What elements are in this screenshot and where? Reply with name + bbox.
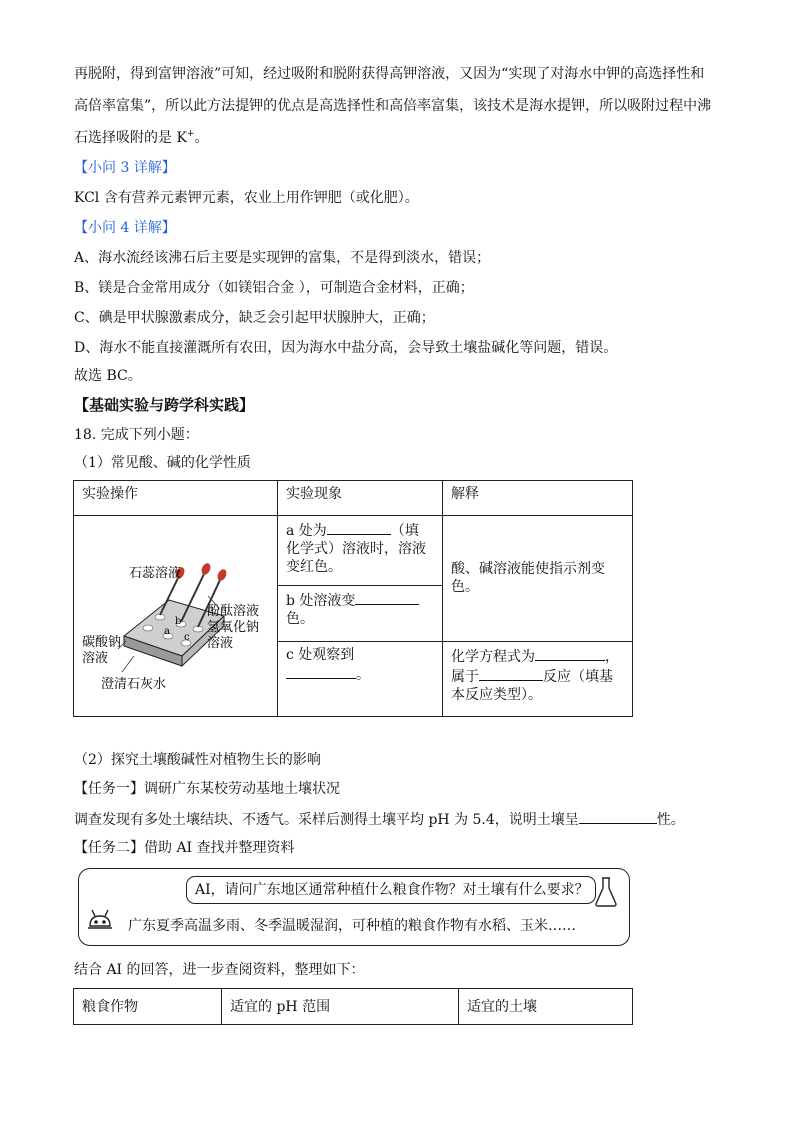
header-crop: 粮食作物 [74, 989, 222, 1025]
option-a-text: A、海水流经该沸石后主要是实现钾的富集，不是得到淡水，错误； [74, 250, 491, 266]
cell-b-phenomenon: b 处溶液变 色。 [278, 586, 443, 641]
header-explanation: 解释 [443, 481, 633, 516]
blank-a-formula[interactable] [327, 520, 391, 535]
label-limewater: 澄清石灰水 [101, 677, 167, 692]
text-line: 石选择吸附的是 K+。 [74, 129, 209, 146]
label-well-a: a [164, 626, 170, 637]
subquestion-3-heading: 【小问 3 详解】 [74, 160, 176, 176]
text-line: 高倍率富集”，所以此方法提钾的优点是高选择性和高倍率富集，该技术是海水提钾，所以吸附过程中沸 [74, 98, 712, 114]
label-na2co3-1: 碳酸钠 [82, 635, 122, 650]
blank-c-observation[interactable] [286, 664, 356, 679]
option-b-text: B、镁是合金常用成分（如镁铝合金 ），可制造合金材料，正确； [74, 280, 474, 296]
text-line: KCl 含有营养元素钾元素，农业上用作钾肥（或化肥）。 [74, 190, 419, 206]
combine-text: 结合 AI 的回答，进一步查阅资料，整理如下： [74, 962, 365, 978]
label-well-c: c [184, 632, 190, 643]
header-phenomenon: 实验现象 [278, 481, 443, 516]
spot-plate-figure [74, 516, 277, 716]
cell-a-phenomenon: a 处为 （填 化学式）溶液时，溶液 变红色。 [278, 516, 443, 586]
label-na2co3-2: 溶液 [82, 651, 109, 666]
option-d-text: D、海水不能直接灌溉所有农田，因为海水中盐分高，会导致土壤盐碱化等问题，错误。 [74, 340, 618, 356]
label-naoh-2: 溶液 [207, 636, 234, 651]
label-phenolphthalein: 酚酞溶液 [207, 604, 260, 619]
section-heading: 【基础实验与跨学科实践】 [74, 396, 255, 414]
answer-text: 故选 BC。 [74, 368, 142, 384]
header-operation: 实验操作 [74, 481, 278, 516]
blank-soil-acidity[interactable] [579, 809, 657, 824]
subquestion-1-title: （1）常见酸、碱的化学性质 [74, 455, 251, 471]
option-c-text: C、碘是甲状腺激素成分，缺乏会引起甲状腺肿大，正确； [74, 310, 435, 326]
blank-b-color[interactable] [355, 590, 419, 605]
subquestion-2-title: （2）探究土壤酸碱性对植物生长的影响 [74, 752, 321, 768]
robot-icon [86, 906, 114, 934]
label-naoh-1: 氢氧化钠 [207, 620, 260, 635]
survey-text: 调查发现有多处土壤结块、不透气。采样后测得土壤平均 pH 为 5.4，说明土壤呈 性。 [74, 809, 685, 830]
ai-question-bubble: AI，请问广东地区通常种植什么粮食作物？对土壤有什么要求？ [186, 876, 596, 904]
blank-reaction-type[interactable] [479, 666, 543, 681]
cell-c-explanation: 化学方程式为 ， 属于 反应（填基 本反应类型）。 [443, 641, 633, 716]
experiment-figure-cell [74, 516, 278, 717]
task-2-heading: 【任务二】借助 AI 查找并整理资料 [74, 840, 295, 856]
text-line: 再脱附，得到富钾溶液”可知，经过吸附和脱附获得高钾溶液，又因为“实现了对海水中钾的高选择性和 [74, 66, 705, 82]
crop-table [73, 988, 633, 1025]
blank-equation[interactable] [535, 646, 605, 661]
task-1-heading: 【任务一】调研广东某校劳动基地土壤状况 [74, 781, 340, 797]
flask-icon [594, 876, 618, 908]
header-soil: 适宜的土壤 [459, 989, 633, 1025]
header-ph-range: 适宜的 pH 范围 [222, 989, 459, 1025]
subquestion-4-heading: 【小问 4 详解】 [74, 220, 176, 236]
cell-ab-explanation: 酸、碱溶液能使指示剂变 色。 [443, 516, 633, 642]
cell-c-phenomenon: c 处观察到 。 [278, 641, 443, 716]
label-litmus: 石蕊溶液 [129, 566, 182, 581]
label-well-b: b [175, 616, 182, 627]
ai-answer-text: 广东夏季高温多雨、冬季温暖湿润，可种植的粮食作物有水稻、玉米…… [128, 918, 576, 934]
experiment-table [73, 480, 633, 717]
question-18: 18. 完成下列小题： [74, 427, 199, 443]
